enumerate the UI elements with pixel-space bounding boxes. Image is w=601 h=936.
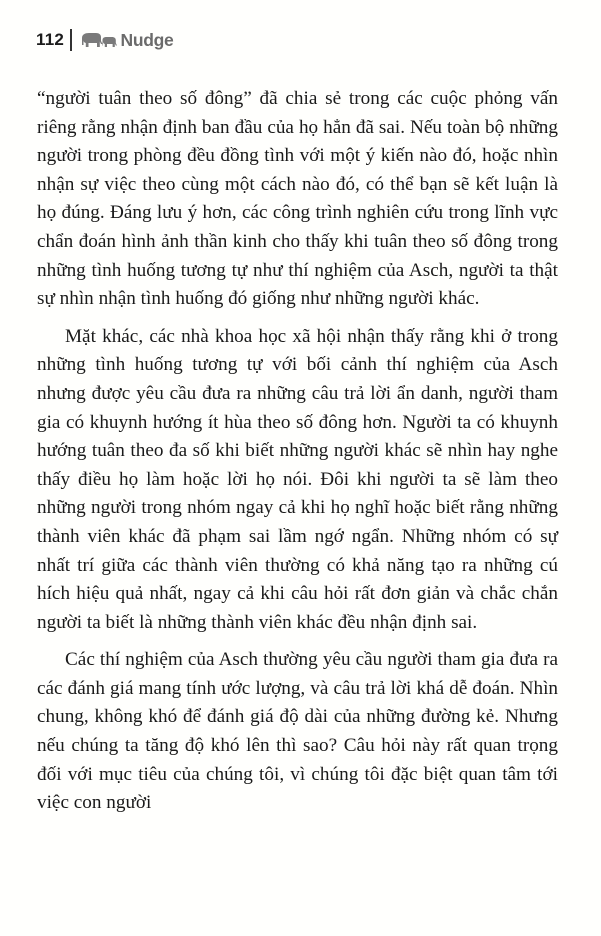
- paragraph: Các thí nghiệm của Asch thường yêu cầu người tham gia đưa ra các đánh giá mang tính ước lượng, và câu trả lời khá dễ đoán. Nhìn chung, không khó để đánh giá độ dài của những đường kẻ. Nhưng nếu chúng ta tăng độ khó lên thì sao? Câu hỏi này rất quan trọng đối với mục tiêu của chúng tôi, vì chúng tôi đặc biệt quan tâm tới việc con người: [37, 649, 558, 814]
- header-divider: [70, 29, 72, 51]
- paragraph: Mặt khác, các nhà khoa học xã hội nhận thấy rằng khi ở trong những tình huống tương tự với bối cảnh thí nghiệm của Asch nhưng được yêu cầu đưa ra những câu trả lời ẩn danh, người tham gia có khuynh hướng ít hùa theo số đông hơn. Người ta có khuynh hướng tuân theo đa số khi biết những người khác sẽ nhìn hay nghe thấy điều họ làm hoặc lời họ nói. Đôi khi người ta sẽ làm theo những người trong nhóm ngay cả khi họ nghĩ hoặc biết rằng những thành viên khác đã phạm sai lầm ngớ ngẩn. Những nhóm có sự nhất trí giữa các thành viên thường có khả năng tạo ra những cú hích hiệu quả nhất, ngay cả khi câu hỏi rất đơn giản và chắc chắn người ta biết là những thành viên khác đều nhận định sai.: [37, 325, 558, 633]
- body-text: [37, 85, 558, 827]
- paragraph: “người tuân theo số đông” đã chia sẻ trong các cuộc phỏng vấn riêng rằng nhận định ban đầu của họ hẳn đã sai. Nếu toàn bộ những người trong phòng đều đồng tình với một ý kiến nào đó, hoặc nhìn nhận sự việc theo cùng một cách nào đó, có thể bạn sẽ kết luận là họ đúng. Đáng lưu ý hơn, các công trình nghiên cứu trong lĩnh vực chẩn đoán hình ảnh thần kinh cho thấy khi tuân theo số đông trong những tình huống tương tự như thí nghiệm của Asch, người ta thật sự nhìn nhận tình huống đó giống như những người khác.: [37, 88, 558, 310]
- elephant-icon: [80, 32, 118, 48]
- book-title: Nudge: [120, 29, 174, 50]
- running-header: [36, 28, 173, 52]
- page-number: 112: [36, 30, 65, 49]
